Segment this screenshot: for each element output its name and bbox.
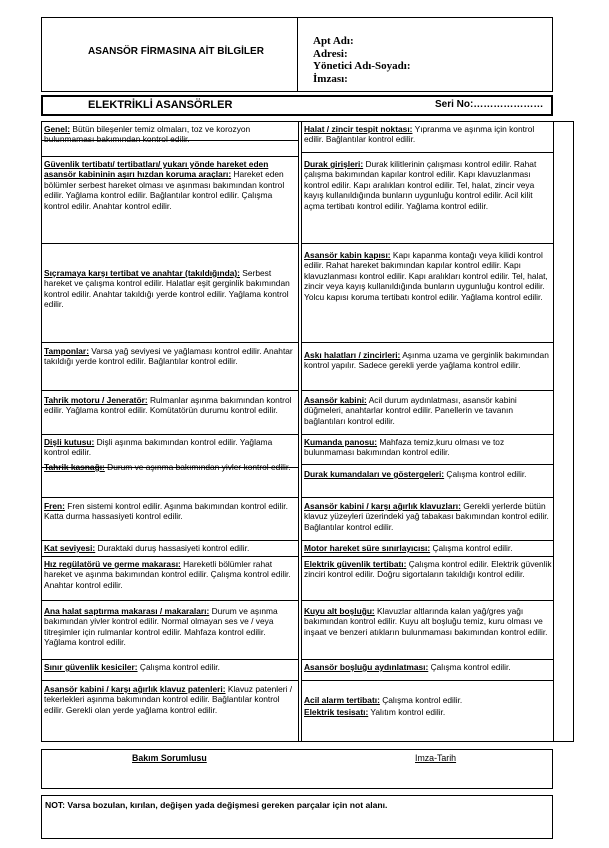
left-item: [44, 543, 297, 553]
row-divider: [41, 540, 298, 541]
signature-date-label: Imza-Tarih: [415, 753, 457, 763]
right-item: [304, 501, 552, 532]
right-item-heading: Askı halatları / zincirleri:: [304, 350, 401, 360]
right-item-heading: Asansör kabin kapısı:: [304, 250, 391, 260]
right-item: [304, 559, 552, 580]
right-item: [304, 469, 552, 479]
right-item-text: Gerekli yerlerde bütün klavuz yüzeyleri üzerindeki yağ tabakası bakımından kontrol edilir. Bağlantılar kontrol edilir.: [304, 501, 549, 532]
right-item-text: Yıpranma ve aşınma için kontrol edilir. Bağlantılar kontrol edilir.: [304, 124, 535, 145]
right-item: [304, 437, 552, 458]
row-divider: [41, 140, 298, 141]
left-item: [44, 124, 297, 145]
left-item: [44, 559, 297, 590]
left-item-heading: Genel:: [44, 124, 71, 134]
left-item: [44, 606, 297, 648]
left-item-text: Hareketli bölümler rahat hareket ve aşınma bakımından kontrol edilir. Çalışma kontrol edilir. Anahtar kontrol edilir.: [44, 559, 291, 590]
left-item: [44, 395, 297, 416]
row-divider: [301, 659, 553, 660]
row-divider: [41, 600, 298, 601]
row-divider: [301, 680, 553, 681]
row-divider: [301, 243, 553, 244]
left-item-text: Çalışma kontrol edilir.: [137, 662, 220, 672]
right-item-heading: Durak kumandaları ve göstergeleri:: [304, 469, 445, 479]
left-item-heading: Dişli kutusu:: [44, 437, 95, 447]
row-divider: [301, 390, 553, 391]
left-item-text: Duraktaki duruş hassasiyeti kontrol edilir.: [95, 543, 250, 553]
row-divider: [41, 390, 298, 391]
right-item-text: Çalışma kontrol edilir.: [428, 662, 511, 672]
row-divider: [41, 497, 298, 498]
right-item-heading: Halat / zincir tespit noktası:: [304, 124, 413, 134]
row-divider: [301, 464, 553, 465]
left-item-text: Durum ve aşınma bakımından yivler kontrol edilir.: [104, 462, 291, 472]
left-item-heading: Sıçramaya karşı tertibat ve anahtar (takıldığında):: [44, 268, 240, 278]
right-item-text: Durak kilitlerinin çalışması kontrol edilir. Rahat çalışma bakımından kapılar kontrol edilir. Kapı klavuzlanması kontrol edilir. Kapı aralıkları kontrol edilir. Tel, halat, zincir veya kayış kullanıldığında bunların uygunluğu kontrol edilir. Acil kilit açma tertibatı kontrol edilir. Yağlama kontrol edilir.: [304, 159, 537, 211]
left-item: [44, 159, 297, 211]
right-item-text: Acil durum aydınlatması, asansör kabini düğmeleri, anahtarlar kontrol edilir. Panellerin ve tavanın bağlantıları kontrol edilir.: [304, 395, 517, 426]
left-item-text: Durum ve aşınma bakımından yivler kontrol edilir. Normal olmayan ses ve / veya titreşimler için rulmanlar kontrol edilir. Mahfaza kontrol edilir. Yağlama kontrol edilir.: [44, 606, 278, 648]
apartment-info: [313, 35, 410, 85]
note-text: NOT: Varsa bozulan, kırılan, değişen yada değişmesi gereken parçalar için not alanı.: [45, 800, 388, 810]
row-divider: [41, 243, 298, 244]
left-item-text: Varsa yağ seviyesi ve yağlaması kontrol edilir. Anahtar takıldığı yerde kontrol edilir. Bağlantılar kontrol edilir.: [44, 346, 293, 367]
left-item-heading: Hız regülatörü ve germe makarası:: [44, 559, 181, 569]
left-item-heading: Kat seviyesi:: [44, 543, 96, 553]
checklist-table: [41, 121, 574, 742]
right-item-text: Çalışma kontrol edilir.: [430, 543, 513, 553]
left-item-heading: Ana halat saptırma makarası / makaraları:: [44, 606, 210, 616]
left-item-text: Rulmanlar aşınma bakımından kontrol edilir. Yağlama kontrol edilir. Komütatörün durumu kontrol edilir.: [44, 395, 292, 416]
left-item: [44, 662, 297, 672]
apt-name-label: Apt Adı:: [313, 35, 354, 47]
left-item-text: Hareket eden bölümler serbest hareket olması ve aşınması bakımından kontrol edilir. Yağlama kontrol edilir. Bağlantılar kontrol edilir. Çalışma kontrol edilir. Anahtar kontrol edilir.: [44, 169, 285, 211]
row-divider: [41, 434, 298, 435]
row-divider: [41, 556, 298, 557]
right-item: [304, 350, 552, 371]
right-item: [304, 606, 552, 637]
column-divider: [553, 121, 554, 742]
left-item-text: Serbest hareket ve çalışma kontrol edilir. Halatlar eşit gerginlik bakımından kontrol edilir. Anahtar takıldığı yerde kontrol edilir. Yağlama kontrol edilir.: [44, 268, 290, 310]
address-label: Adresi:: [313, 47, 348, 60]
manager-name-label: Yönetici Adı-Soyadı:: [313, 60, 411, 72]
serial-number-label: Seri No:…………………: [435, 99, 544, 110]
signature-label: İmzası:: [313, 72, 348, 85]
left-item-heading: Fren:: [44, 501, 65, 511]
left-item: [44, 684, 297, 715]
signature-box: [41, 749, 553, 789]
right-item-heading: Asansör kabini / karşı ağırlık klavuzları:: [304, 501, 461, 511]
row-divider: [301, 540, 553, 541]
right-item-text: Çalışma kontrol edilir. Elektrik güvenlik zinciri kontrol edilir. Doğru sigortaların takıldığı kontrol edilir.: [304, 559, 552, 580]
row-divider: [41, 467, 298, 468]
right-item: [304, 695, 552, 705]
row-divider: [301, 556, 553, 557]
left-item-heading: Tahrik motoru / Jeneratör:: [44, 395, 148, 405]
row-divider: [41, 680, 298, 681]
row-divider: [301, 342, 553, 343]
section-title: ELEKTRİKLİ ASANSÖRLER: [88, 99, 233, 111]
left-item: [44, 501, 297, 522]
right-item-heading: Durak girişleri:: [304, 159, 364, 169]
row-divider: [41, 342, 298, 343]
left-item: [44, 268, 297, 310]
company-info-title: ASANSÖR FİRMASINA AİT BİLGİLER: [88, 46, 264, 57]
right-item-text: Yalıtım kontrol edilir.: [368, 707, 446, 717]
right-item: [304, 707, 552, 717]
column-divider: [298, 121, 299, 742]
left-item-text: Bütün bileşenler temiz olmaları, toz ve korozyon bulunmaması bakımından kontrol edilir.: [44, 124, 251, 145]
right-item-heading: Kumanda panosu:: [304, 437, 378, 447]
right-item-heading: Elektrik tesisatı:: [304, 707, 369, 717]
left-item-heading: Tahrik kasnağı:: [44, 462, 105, 472]
right-item: [304, 124, 552, 145]
left-item: [44, 437, 297, 458]
right-item: [304, 395, 552, 426]
right-item-text: Çalışma kontrol edilir.: [379, 695, 463, 705]
right-item-text: Çalışma kontrol edilir.: [444, 469, 527, 479]
left-item-heading: Sınır güvenlik kesiciler:: [44, 662, 138, 672]
right-item: [304, 543, 552, 553]
row-divider: [301, 600, 553, 601]
right-item-heading: Asansör boşluğu aydınlatması:: [304, 662, 429, 672]
right-item-heading: Acil alarm tertibatı:: [304, 695, 380, 705]
left-item-heading: Tamponlar:: [44, 346, 89, 356]
right-item-heading: Elektrik güvenlik tertibatı:: [304, 559, 407, 569]
right-item-text: Aşınma uzama ve gerginlik bakımından kontrol yapılır. Sadece gerekli yerde yağlama kontrol edilir.: [304, 350, 549, 371]
row-divider: [41, 659, 298, 660]
row-divider: [301, 152, 553, 153]
right-item-text: Mahfaza temiz,kuru olması ve toz bulunmaması bakımından kontrol edilir.: [304, 437, 505, 458]
right-item: [304, 662, 552, 672]
row-divider: [301, 434, 553, 435]
header-divider: [297, 17, 298, 92]
right-item-heading: Asansör kabini:: [304, 395, 367, 405]
left-item-heading: Güvenlik tertibatı/ tertibatları/ yukarı yönde hareket eden asansör kabininin aşırı hızdan koruma araçları:: [44, 159, 269, 180]
left-item-text: Dişli aşınma bakımından kontrol edilir. Yağlama kontrol edilir.: [44, 437, 273, 458]
left-item-heading: Asansör kabini / karşı ağırlık klavuz patenleri:: [44, 684, 226, 694]
row-divider: [301, 497, 553, 498]
row-divider: [41, 156, 298, 157]
right-item: [304, 250, 552, 302]
maintenance-responsible-label: Bakım Sorumlusu: [132, 753, 207, 763]
left-item-text: Klavuz patenleri / tekerlekleri aşınma bakımından kontrol edilir. Bağlantılar kontrol edilir. Gerekli olan yerde yağlama kontrol edilir.: [44, 684, 293, 715]
right-item-text: Klavuzlar altlarında kalan yağ/gres yağı bakımından kontrol edilir. Kuyu alt boşluğu temiz, kuru olması ve inşaat ve benzeri atıkların bulunmaması bakımından kontrol edilir.: [304, 606, 548, 637]
right-item-heading: Kuyu alt boşluğu:: [304, 606, 375, 616]
right-item: [304, 159, 552, 211]
column-divider: [301, 121, 302, 742]
right-item-heading: Motor hareket süre sınırlayıcısı:: [304, 543, 431, 553]
right-item-text: Kapı kapanma kontağı veya kilidi kontrol edilir. Rahat hareket bakımından kapılar kontrol edilir. Kapı klavuzlanması kontrol edilir. Kapı aralıkları kontrol edilir. Tel, halat, zincir veya kayış kullanıldığında bunların uygunluğu kontrol edilir. Yolcu kapısı koruma tertibatı kontrol edilir. Yağlama kontrol edilir.: [304, 250, 548, 302]
left-item-text: Fren sistemi kontrol edilir. Aşınma bakımından kontrol edilir. Katta durma hassasiyeti kontrol edilir.: [44, 501, 288, 522]
left-item: [44, 346, 297, 367]
